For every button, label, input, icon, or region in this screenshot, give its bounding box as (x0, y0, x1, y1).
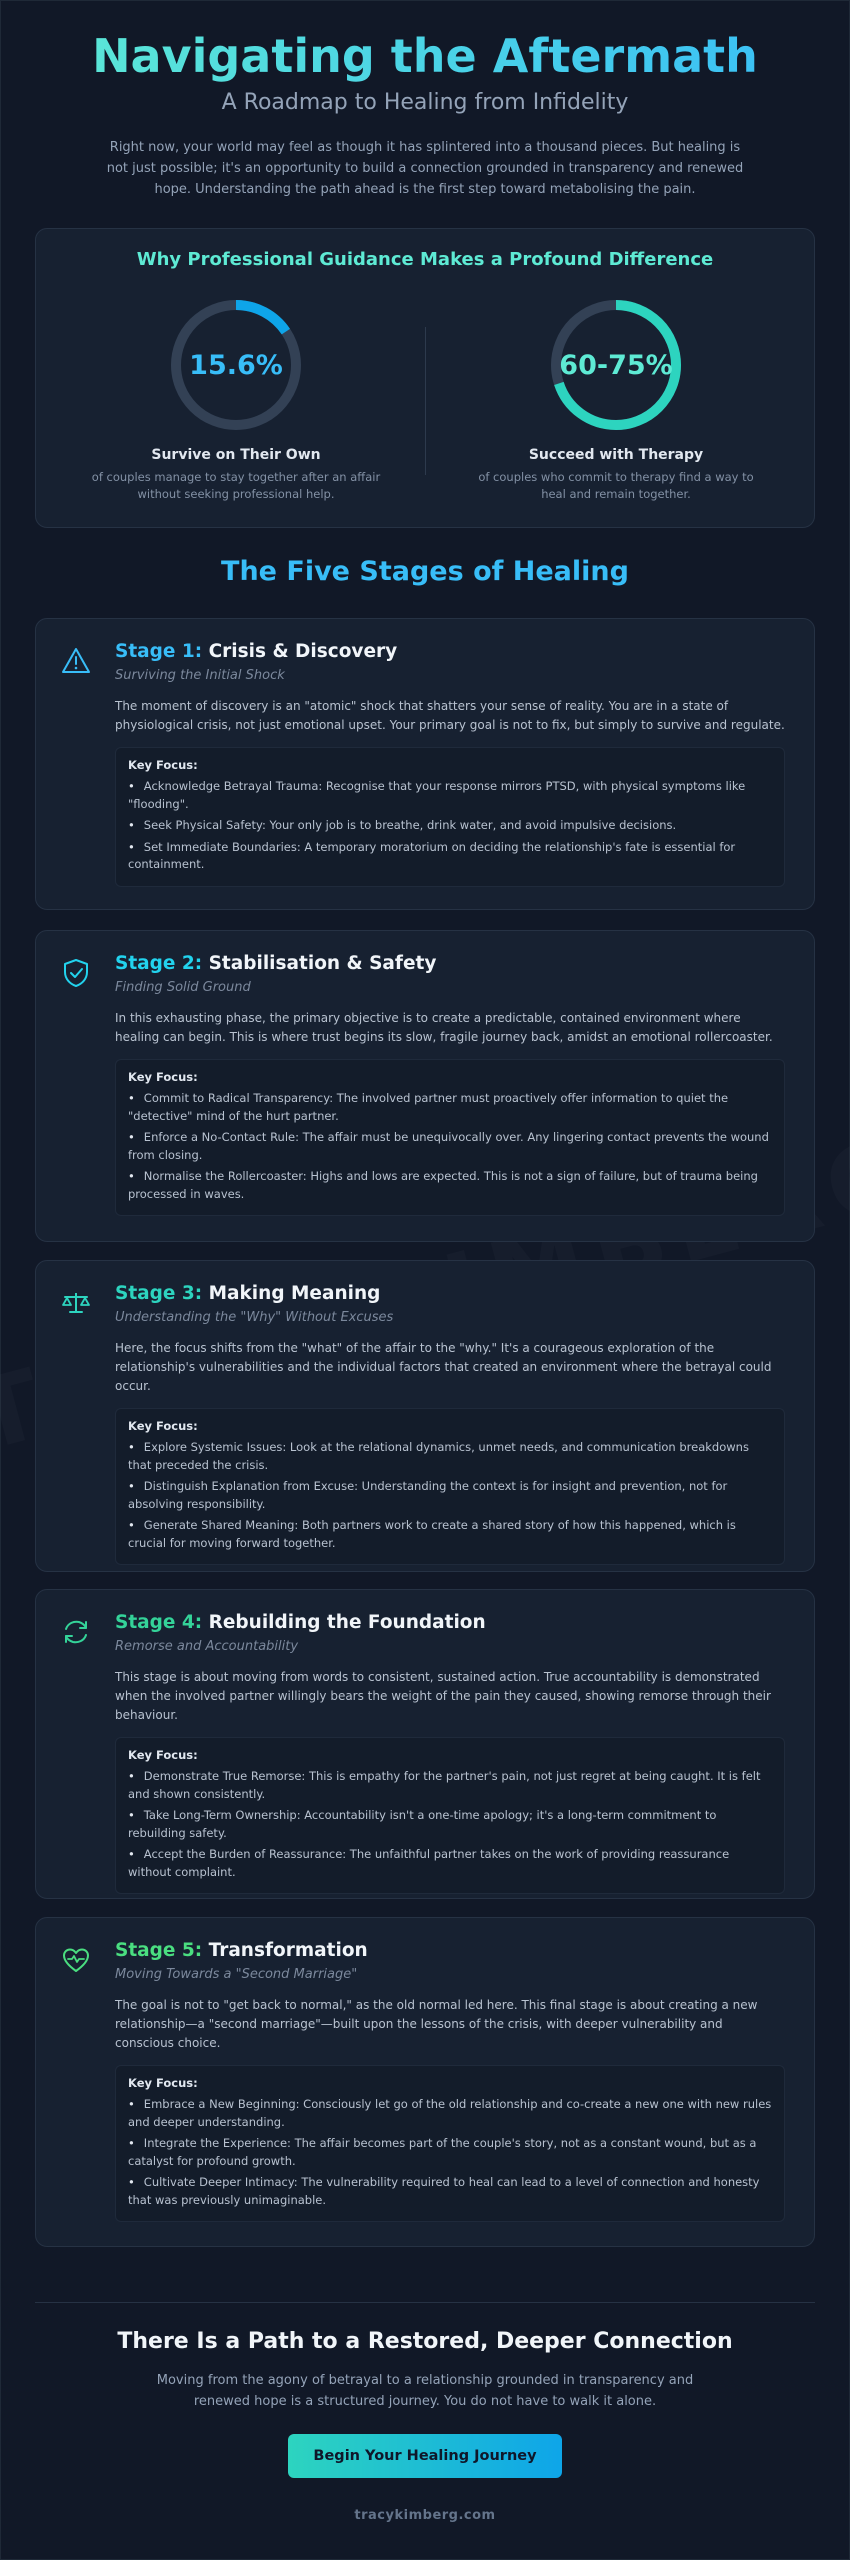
stage-heading (115, 1283, 785, 1304)
shield-check-icon (60, 957, 92, 989)
stage-number: Stage 3: (115, 1283, 203, 1304)
scale-icon (60, 1287, 92, 1319)
focus-item: • Explore Systemic Issues: Look at the relational dynamics, unmet needs, and communication breakdowns that preceded the crisis. (128, 1440, 749, 1472)
stage-heading (115, 1612, 785, 1633)
focus-item: • Accept the Burden of Reassurance: The unfaithful partner takes on the work of providing reassurance without complaint. (128, 1847, 730, 1879)
stat-description: of couples who commit to therapy find a way to heal and remain together. (478, 470, 754, 501)
stat-survive-alone (76, 297, 396, 503)
footer-site-link[interactable]: tracykimberg.com (354, 2508, 496, 2523)
stage-text: In this exhausting phase, the primary objective is to create a predictable, contained environment where healing can begin. This is where trust begins its slow, fragile journey back, amidst an emotional rollercoaster. (115, 1011, 773, 1044)
key-focus-box (115, 747, 785, 887)
stage-card-5 (35, 1917, 815, 2247)
guidance-panel (35, 228, 815, 528)
stage-card-4 (35, 1589, 815, 1899)
stages-title: The Five Stages of Healing (221, 556, 629, 587)
stage-subtitle: Remorse and Accountability (115, 1639, 299, 1654)
stage-name: Stabilisation & Safety (208, 953, 437, 974)
stage-name: Transformation (208, 1940, 368, 1961)
heart-pulse-icon (60, 1944, 92, 1976)
key-focus-title: Key Focus: (128, 1748, 198, 1762)
page-subtitle: A Roadmap to Healing from Infidelity (221, 90, 629, 115)
key-focus-title: Key Focus: (128, 1070, 198, 1084)
focus-item: • Demonstrate True Remorse: This is empathy for the partner's pain, not just regret at being caught. It is felt and shown consistently. (128, 1769, 761, 1801)
stage-text: Here, the focus shifts from the "what" of the affair to the "why." It's a courageous exploration of the relationship's vulnerabilities and the individual factors that created an environment where the betrayal could occur. (115, 1341, 772, 1393)
stage-number: Stage 1: (115, 641, 203, 662)
focus-item: • Embrace a New Beginning: Consciously let go of the old relationship and co-create a new one with new rules and deeper understanding. (128, 2097, 772, 2129)
stat-value: 60-75% (559, 349, 673, 381)
focus-item: • Seek Physical Safety: Your only job is to breathe, drink water, and avoid impulsive decisions. (128, 818, 677, 832)
focus-item: • Integrate the Experience: The affair becomes part of the couple's story, not as a constant wound, but as a catalyst for profound growth. (128, 2136, 757, 2168)
key-focus-box (115, 2065, 785, 2222)
focus-item: • Cultivate Deeper Intimacy: The vulnerability required to heal can lead to a level of connection and honesty that was previously unimaginable. (128, 2175, 760, 2207)
stage-text: The goal is not to "get back to normal," as the old normal led here. This final stage is about creating a new relationship—a "second marriage"—built upon the lessons of the crisis, with deeper vulnerability and conscious choice. (115, 1998, 758, 2050)
stage-number: Stage 5: (115, 1940, 203, 1961)
progress-ring (548, 297, 684, 433)
key-focus-box (115, 1059, 785, 1216)
begin-journey-button[interactable]: Begin Your Healing Journey (288, 2434, 562, 2478)
stat-succeed-therapy (456, 297, 776, 503)
refresh-icon (60, 1616, 92, 1648)
key-focus-title: Key Focus: (128, 1419, 198, 1433)
stage-heading (115, 953, 785, 974)
focus-item: • Set Immediate Boundaries: A temporary moratorium on deciding the relationship's fate is essential for containment. (128, 839, 736, 871)
stage-card-3 (35, 1260, 815, 1572)
stage-card-2 (35, 930, 815, 1242)
intro-text: Right now, your world may feel as though it has splintered into a thousand pieces. But healing is not just possible; it's an opportunity to build a connection grounded in transparency and renewed hope. Understanding the path ahead is the first step toward metabolising the pain. (106, 140, 744, 197)
stat-description: of couples manage to stay together after an affair without seeking professional help. (91, 470, 381, 501)
stage-subtitle: Finding Solid Ground (115, 980, 251, 995)
guidance-title: Why Professional Guidance Makes a Profound Difference (136, 249, 714, 270)
stage-text: The moment of discovery is an "atomic" shock that shatters your sense of reality. You are in a state of physiological crisis, not just emotional upset. Your primary goal is not to fix, but simply to survive and regulate. (115, 699, 785, 732)
stage-name: Rebuilding the Foundation (208, 1612, 486, 1633)
focus-item: • Commit to Radical Transparency: The involved partner must proactively offer information to quiet the "detective" mind of the hurt partner. (128, 1091, 729, 1123)
key-focus-title: Key Focus: (128, 2076, 198, 2090)
stage-text: This stage is about moving from words to consistent, sustained action. True accountability is demonstrated when the involved partner willingly bears the weight of the pain they caused, showing remorse through their behaviour. (115, 1670, 771, 1722)
stage-heading (115, 1940, 785, 1961)
stage-number: Stage 4: (115, 1612, 203, 1633)
focus-item: • Take Long-Term Ownership: Accountability isn't a one-time apology; it's a long-term commitment to rebuilding safety. (128, 1808, 717, 1840)
stage-heading (115, 641, 785, 662)
key-focus-title: Key Focus: (128, 758, 198, 772)
page-title: Navigating the Aftermath (0, 28, 850, 84)
key-focus-box (115, 1408, 785, 1565)
focus-item: • Normalise the Rollercoaster: Highs and lows are expected. This is not a sign of failure, but of trauma being processed in waves. (128, 1169, 758, 1201)
progress-ring (168, 297, 304, 433)
stage-card-1 (35, 618, 815, 910)
stage-name: Crisis & Discovery (208, 641, 398, 662)
stage-name: Making Meaning (208, 1283, 381, 1304)
cta-text: Moving from the agony of betrayal to a relationship grounded in transparency and renewed hope is a structured journey. You do not have to walk it alone. (156, 2373, 694, 2409)
stat-divider (425, 327, 426, 475)
stage-subtitle: Surviving the Initial Shock (115, 668, 285, 683)
stage-subtitle: Understanding the "Why" Without Excuses (115, 1310, 394, 1325)
warning-icon (60, 645, 92, 677)
focus-item: • Generate Shared Meaning: Both partners work to create a shared story of how this happened, which is crucial for moving forward together. (128, 1518, 736, 1550)
cta-title: There Is a Path to a Restored, Deeper Connection (117, 2329, 733, 2354)
section-divider (35, 2302, 815, 2303)
key-focus-box (115, 1737, 785, 1894)
stat-label: Survive on Their Own (151, 447, 321, 463)
stage-subtitle: Moving Towards a "Second Marriage" (115, 1967, 358, 1982)
focus-item: • Acknowledge Betrayal Trauma: Recognise that your response mirrors PTSD, with physical symptoms like "flooding". (128, 779, 746, 811)
stage-number: Stage 2: (115, 953, 203, 974)
stat-value: 15.6% (189, 349, 283, 381)
focus-item: • Enforce a No-Contact Rule: The affair must be unequivocally over. Any lingering contact prevents the wound from closing. (128, 1130, 769, 1162)
stat-label: Succeed with Therapy (528, 447, 704, 463)
focus-item: • Distinguish Explanation from Excuse: Understanding the context is for insight and prevention, not for absolving responsibility. (128, 1479, 728, 1511)
